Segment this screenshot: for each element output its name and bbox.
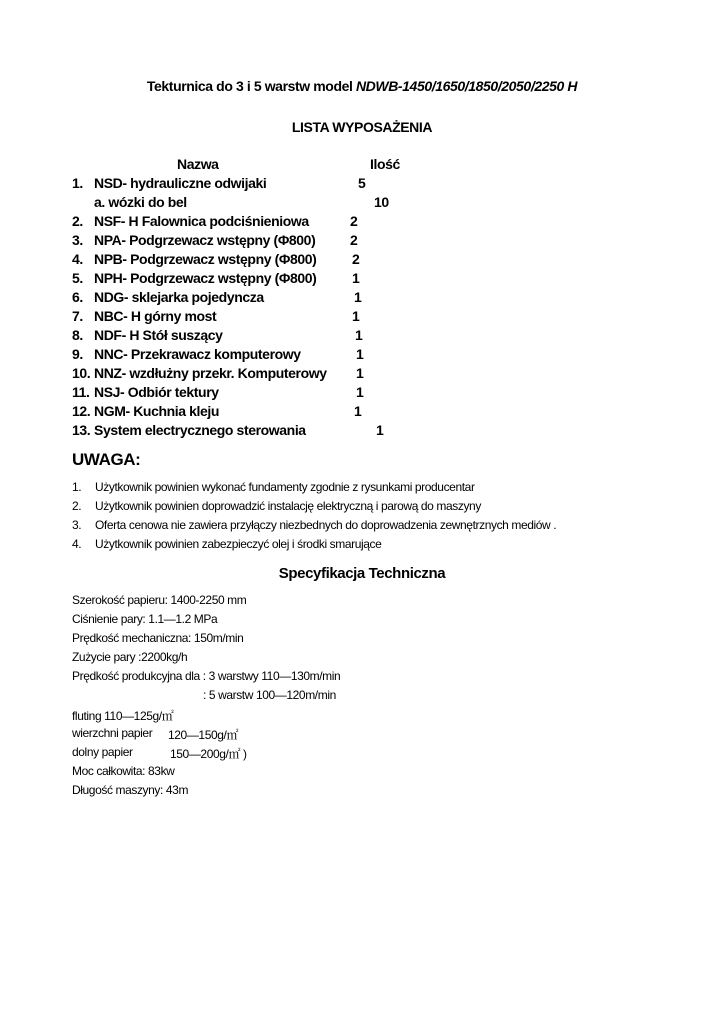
list-item-name: NGM- Kuchnia kleju [94,403,220,419]
list-item-name: NDG- sklejarka pojedyncza [94,289,264,305]
list-item-name: System electrycznego sterowania [94,422,306,438]
spec-steam-use: Zużycie pary :2200kg/h [72,650,188,664]
column-header-qty: Ilość [370,156,400,172]
title-model: NDWB-1450/1650/1850/2050/2250 H [355,78,578,94]
note-text: Użytkownik powinien zabezpieczyć olej i środki smarujące [95,537,382,551]
spec-length: Długość maszyny: 43m [72,783,189,797]
note-num: 4. [72,537,82,551]
list-item-qty: 2 [352,251,360,267]
list-item-num: 7. [72,308,83,324]
note-num: 2. [72,499,82,513]
note-text: Użytkownik powinien doprowadzić instalację elektryczną i parową do maszyny [95,499,481,513]
spec-prod-speed-5: : 5 warstw 100—120m/min [203,688,336,702]
list-item-num: 12. [72,403,91,419]
list-item-qty: 5 [358,175,366,191]
list-item-name: NPH- Podgrzewacz wstępny (Φ800) [94,270,317,286]
list-item-num: 10. [72,365,91,381]
list-item-num: 8. [72,327,83,343]
list-item-name: NBC- H górny most [94,308,217,324]
spec-bottom-paper-label: dolny papier [72,745,133,759]
list-item-name: a. wózki do bel [94,194,187,210]
list-item-qty: 10 [374,194,389,210]
list-item-qty: 1 [352,308,360,324]
spec-top-paper-label: wierzchni papier [72,726,153,740]
list-item-qty: 2 [350,213,358,229]
list-item-num: 11. [72,384,90,400]
spec-prod-speed-3: Prędkość produkcyjna dla : 3 warstwy 110—130m/min [72,669,341,683]
title-prefix: Tekturnica do 3 i 5 warstw model [146,78,356,94]
spec-mech-speed: Prędkość mechaniczna: 150m/min [72,631,244,645]
spec-paper-width: Szerokość papieru: 1400-2250 mm [72,593,247,607]
list-item-name: NSD- hydrauliczne odwijaki [94,175,267,191]
list-item-qty: 1 [355,327,363,343]
list-item-qty: 2 [350,232,358,248]
note-num: 1. [72,480,82,494]
list-item-name: NSJ- Odbiór tektury [94,384,219,400]
list-item-name: NPA- Podgrzewacz wstępny (Φ800) [94,232,316,248]
document-title [0,78,724,94]
list-item-qty: 1 [376,422,384,438]
spec-power: Moc całkowita: 83kw [72,764,175,778]
note-text: Użytkownik powinien wykonać fundamenty zgodnie z rysunkami producentar [95,480,475,494]
list-item-name: NNZ- wzdłużny przekr. Komputerowy [94,365,327,381]
list-item-name: NDF- H Stół suszący [94,327,223,343]
list-title: LISTA WYPOSAŻENIA [291,119,433,135]
list-item-num: 6. [72,289,83,305]
list-item-num: 2. [72,213,83,229]
list-item-name: NSF- H Falownica podciśnieniowa [94,213,309,229]
note-num: 3. [72,518,82,532]
list-item-num: 3. [72,232,83,248]
list-item-num: 4. [72,251,83,267]
spec-bottom-paper-value: 150—200g/㎡ ) [170,747,247,761]
list-item-qty: 1 [352,270,360,286]
spec-fluting: fluting 110—125g/㎡ [72,709,174,723]
uwaga-heading: UWAGA: [72,450,141,469]
list-item-name: NNC- Przekrawacz komputerowy [94,346,301,362]
note-text: Oferta cenowa nie zawiera przyłączy niezbednych do doprowadzenia zewnętrznych mediów . [95,518,557,532]
list-item-name: NPB- Podgrzewacz wstępny (Φ800) [94,251,317,267]
spec-heading: Specyfikacja Techniczna [278,565,446,582]
list-item-qty: 1 [356,346,364,362]
list-item-qty: 1 [354,289,362,305]
list-item-qty: 1 [354,403,362,419]
spec-top-paper-value: 120—150g/㎡ [168,728,239,742]
list-item-qty: 1 [356,384,364,400]
column-header-name: Nazwa [177,156,219,172]
list-item-num: 1. [72,175,83,191]
list-item-num: 5. [72,270,83,286]
list-item-num: 13. [72,422,91,438]
list-item-num: 9. [72,346,83,362]
spec-steam-pressure: Ciśnienie pary: 1.1—1.2 MPa [72,612,218,626]
list-item-qty: 1 [356,365,364,381]
